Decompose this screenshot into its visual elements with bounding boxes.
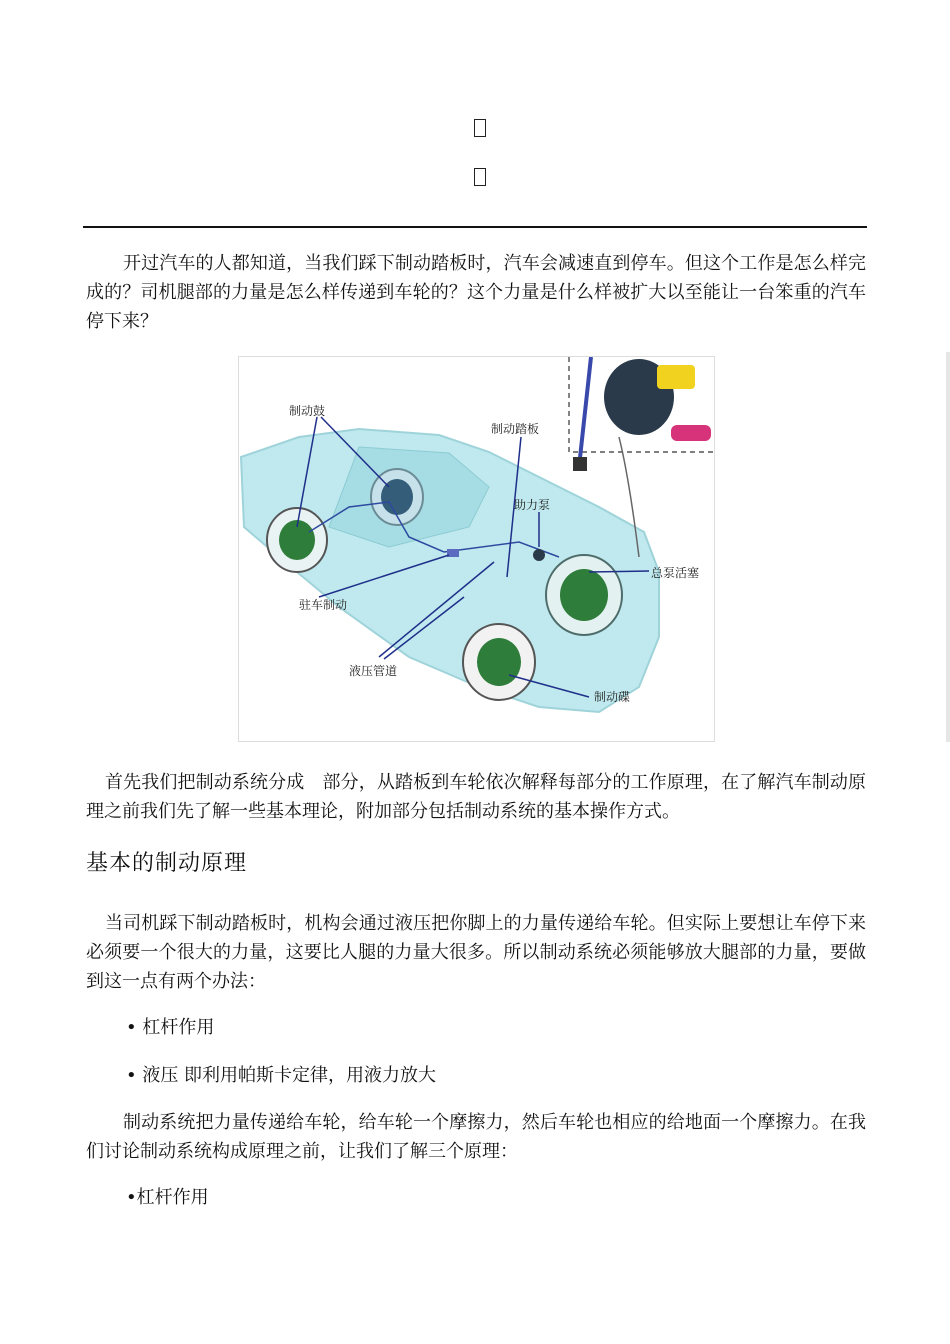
label-brake-disc: 制动碟 xyxy=(594,690,631,704)
label-parking-brake: 驻车制动 xyxy=(299,598,348,612)
master-cylinder-part xyxy=(671,425,711,441)
section-heading: 基本的制动原理 xyxy=(86,851,248,876)
bullet-item: • 杠杆作用 xyxy=(126,1017,215,1038)
missing-glyph-icon xyxy=(474,168,486,186)
front-right-wheel xyxy=(546,555,622,635)
booster-part xyxy=(533,549,545,561)
intro-paragraph: 开过汽车的人都知道，当我们踩下制动踏板时，汽车会减速直到停车。但这个工作是怎么样完成的？司机腿部的力量是怎么样传递到车轮的？这个力量是什么样被扩大以至能让一台笨重的汽车停下来？ xyxy=(86,253,866,332)
reservoir xyxy=(657,365,695,389)
rear-left-wheel xyxy=(267,508,327,572)
label-hydraulic-line: 液压管道 xyxy=(349,664,398,678)
label-booster: 助力泵 xyxy=(514,498,551,512)
label-master-cylinder: 总泵活塞 xyxy=(651,566,700,580)
bullet-item: • 液压 即利用帕斯卡定律，用液力放大 xyxy=(126,1065,437,1086)
header-rule xyxy=(83,226,867,228)
front-left-wheel xyxy=(463,624,535,700)
page-edge-bar xyxy=(946,352,950,742)
bullet-item: •杠杆作用 xyxy=(126,1187,209,1208)
brake-system-diagram xyxy=(238,356,715,742)
pedal-pad xyxy=(573,457,587,471)
label-brake-pedal: 制动踏板 xyxy=(491,422,540,436)
friction-paragraph: 制动系统把力量传递给车轮，给车轮一个摩擦力，然后车轮也相应的给地面一个摩擦力。在我们讨论制动系统构成原理之前，让我们了解三个原理： xyxy=(86,1112,866,1162)
principle-paragraph: 当司机踩下制动踏板时，机构会通过液压把你脚上的力量传递给车轮。但实际上要想让车停下来必须要一个很大的力量，这要比人腿的力量大很多。所以制动系统必须能够放大腿部的力量，要做到这一点有两个办法： xyxy=(86,913,866,992)
overview-paragraph: 首先我们把制动系统分成 部分，从踏板到车轮依次解释每部分的工作原理，在了解汽车制动原理之前我们先了解一些基本理论，附加部分包括制动系统的基本操作方式。 xyxy=(86,772,866,822)
missing-glyph-icon xyxy=(474,119,486,137)
pedal-arm xyxy=(579,357,591,467)
label-brake-drum: 制动鼓 xyxy=(289,404,326,418)
